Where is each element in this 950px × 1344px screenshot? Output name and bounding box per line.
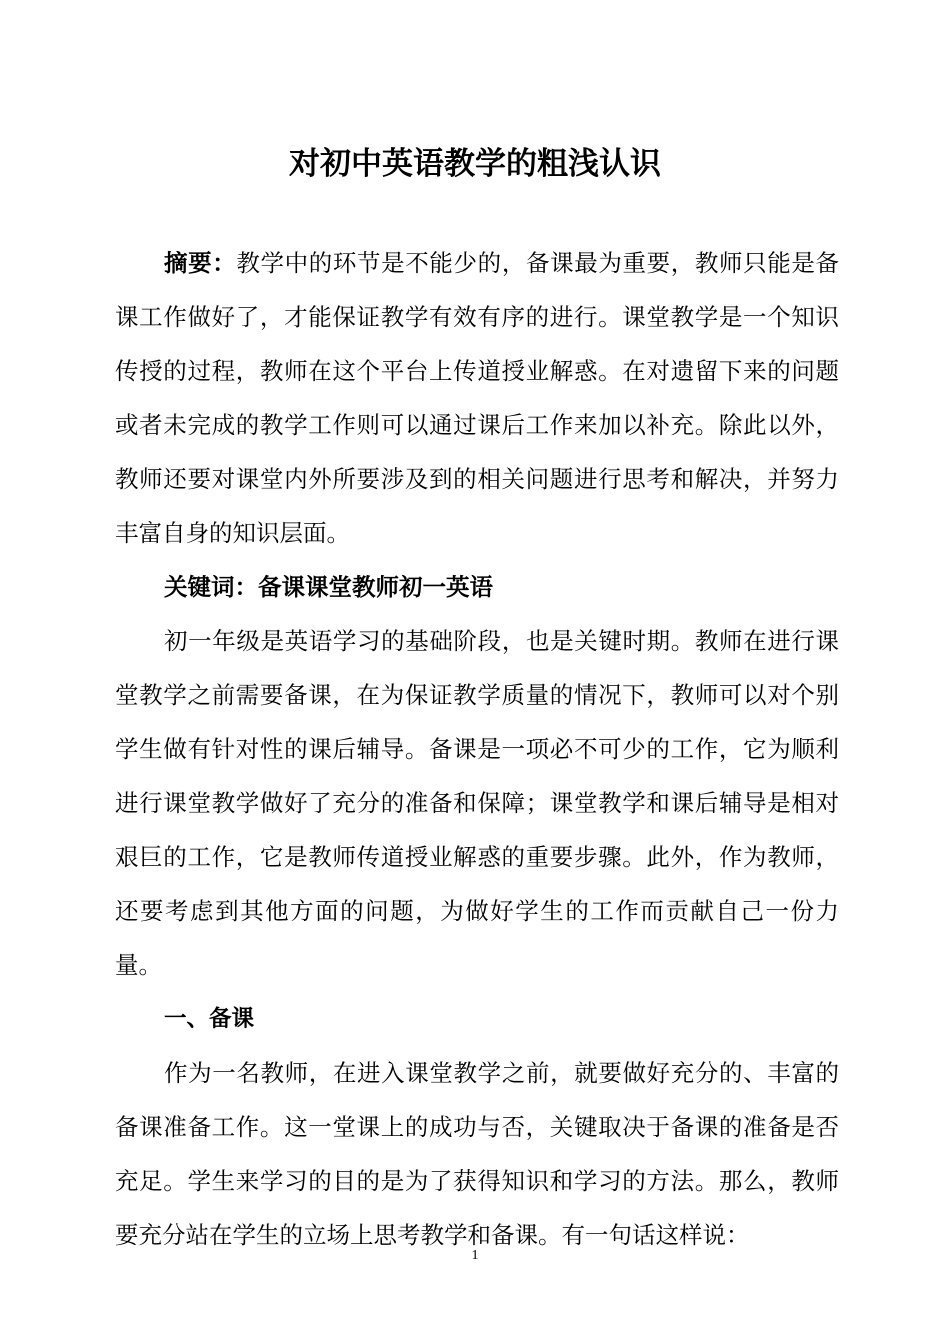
intro-paragraph: 初一年级是英语学习的基础阶段，也是关键时期。教师在进行课堂教学之前需要备课，在为保证教学质量的情况下，教师可以对个别学生做有针对性的课后辅导。备课是一项必不可少的工作，它为顺利进行课堂教学做好了充分的准备和保障；课堂教学和课后辅导是相对艰巨的工作，它是教师传道授业解惑的重要步骤。此外，作为教师，还要考虑到其他方面的问题，为做好学生的工作而贡献自己一份力量。: [115, 627, 839, 979]
document-title: 对初中英语教学的粗浅认识: [289, 146, 661, 182]
section-paragraph: 作为一名教师，在进入课堂教学之前，就要做好充分的、丰富的备课准备工作。这一堂课上的成功与否，关键取决于备课的准备是否充足。学生来学习的目的是为了获得知识和学习的方法。那么，教师要充分站在学生的立场上思考教学和备课。有一句话这样说：: [115, 1059, 839, 1249]
abstract-text: 教学中的环节是不能少的，备课最为重要，教师只能是备课工作做好了，才能保证教学有效有序的进行。课堂教学是一个知识传授的过程，教师在这个平台上传道授业解惑。在对遗留下来的问题或者未完成的教学工作则可以通过课后工作来加以补充。除此以外，教师还要对课堂内外所要涉及到的相关问题进行思考和解决，并努力丰富自身的知识层面。: [115, 249, 840, 547]
keywords-label: 关键词：: [164, 573, 258, 601]
keywords-paragraph: [115, 560, 839, 614]
page-number: 1: [471, 1248, 479, 1263]
abstract-paragraph: [115, 236, 839, 560]
keywords-text: 备课课堂教师初一英语: [258, 573, 493, 601]
section-heading: 一、备课: [164, 1006, 255, 1032]
abstract-label: 摘要：: [164, 249, 237, 277]
document-body: [115, 236, 839, 1262]
